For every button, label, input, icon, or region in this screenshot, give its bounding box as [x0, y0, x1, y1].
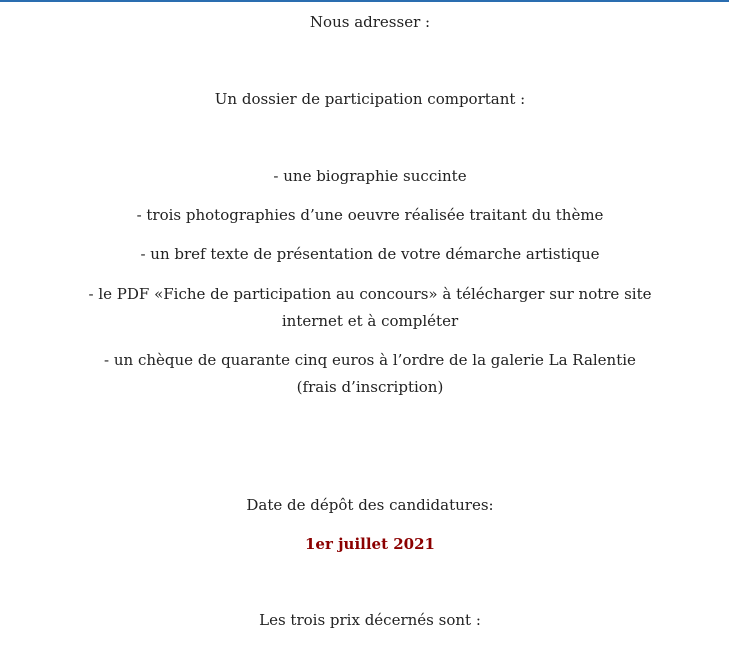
prizes-heading: Les trois prix décernés sont :: [259, 611, 481, 629]
list-item: - un chèque de quarante cinq euros à l’ordre de la galerie La Ralentie (frais d’inscription): [104, 351, 636, 396]
list-item: - le PDF «Fiche de participation au concours» à télécharger sur notre site internet et à compléter: [88, 285, 652, 330]
deadline-date: 1er juillet 2021: [305, 535, 435, 553]
deadline-label: Date de dépôt des candidatures:: [246, 496, 494, 514]
top-divider: [0, 0, 729, 2]
list-item: - une biographie succinte: [273, 167, 467, 185]
dossier-intro: Un dossier de participation comportant :: [214, 90, 526, 108]
address-heading: Nous adresser :: [309, 13, 431, 31]
list-item: - un bref texte de présentation de votre démarche artistique: [140, 245, 600, 263]
list-item: - trois photographies d’une oeuvre réalisée traitant du thème: [136, 206, 604, 224]
